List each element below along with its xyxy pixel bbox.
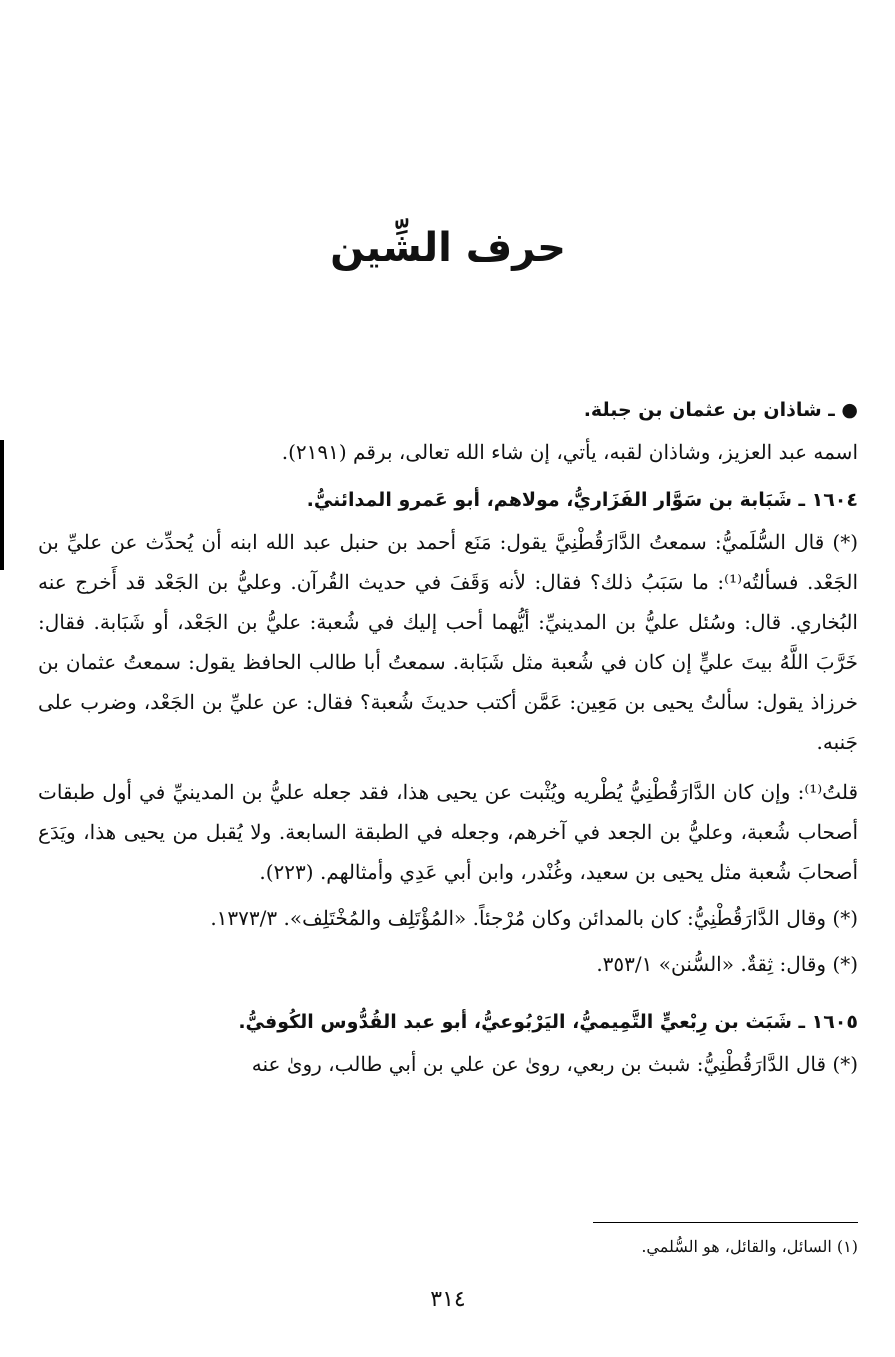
entry-1604-paragraph-3: (*) وقال الدَّارَقُطْنِيُّ: كان بالمدائن وكان مُرْجئاً. «المُؤْتَلِف والمُخْتَلِف». ١٣٧٣/٣.	[210, 906, 858, 930]
entry-1604-paragraph-2: قلتُ⁽¹⁾: وإن كان الدَّارَقُطْنِيُّ يُطْريه ويُثْبت عن يحيى هذا، فقد جعله عليُّ بن المدينيِّ في أول طبقات أصحاب شُعبة، وعليُّ بن الجعد في آخرهم، وجعله في الطبقة السابعة. ولا يُقبل من يحيى هذا، ويَدَع أصحابَ شُعبة مثل يحيى بن سعيد، وغُنْدر، وابن أبي عَدِي وأمثالهم. (٢٢٣).	[38, 780, 858, 884]
entry-1604-paragraph-4: (*) وقال: ثِقةٌ. «السُّنن» ٣٥٣/١.	[596, 952, 858, 976]
chapter-title: حرف الشِّين	[330, 225, 566, 271]
entry-heading-shadhan: ● ـ شاذان بن عثمان بن جبلة.	[583, 399, 858, 421]
document-page	[38, 0, 858, 1357]
entry-1604-paragraph-1: (*) قال السُّلَميُّ: سمعتُ الدَّارَقُطْنِيَّ يقول: مَنَع أحمد بن حنبل عبد الله ابنه أن يُحدِّث عن عليِّ بن الجَعْد. فسألتُه⁽¹⁾: ما سَبَبُ ذلك؟ فقال: لأنه وَقَفَ في حديث القُرآن. وعليُّ بن الجَعْد قد أَخرج عنه البُخاري. قال: وسُئل عليُّ بن المدينيِّ: أيُّهما أحب إليك في شُعبة: عليُّ بن الجَعْد، أو شَبَابة. فقال: خَرَّبَ اللَّهُ بيتَ عليٍّ إن كان في شُعبة مثل شَبَابة. سمعتُ أبا طالب الحافظ يقول: سمعتُ عثمان بن خرزاذ يقول: سألتُ يحيى بن مَعِين: عَمَّن أكتب حديثَ شُعبة؟ فقال: عن عليِّ بن الجَعْد، وضرب على جَنبه.	[38, 530, 859, 754]
entry-heading-1605: ١٦٠٥ ـ شَبَث بن رِبْعيٍّ التَّمِيميُّ، اليَرْبُوعيُّ، أبو عبد القُدُّوس الكُوفيُّ.	[238, 1011, 858, 1033]
footnote: (١) السائل، والقائل، هو السُّلمي.	[641, 1237, 858, 1256]
entry-1605-paragraph-1: (*) قال الدَّارَقُطْنِيُّ: شبث بن ربعي، روىٰ عن علي بن أبي طالب، روىٰ عنه	[251, 1052, 858, 1076]
page-number: ٣١٤	[430, 1287, 466, 1312]
footnote-divider	[593, 1222, 858, 1223]
entry-heading-1604: ١٦٠٤ ـ شَبَابة بن سَوَّار الفَزَاريُّ، مولاهم، أبو عَمرو المدائنيُّ.	[306, 489, 858, 511]
scan-edge-mark	[0, 440, 4, 570]
page-body	[38, 388, 858, 1084]
entry-text-shadhan: اسمه عبد العزيز، وشاذان لقبه، يأتي، إن شاء الله تعالى، برقم (٢١٩١).	[281, 440, 858, 464]
